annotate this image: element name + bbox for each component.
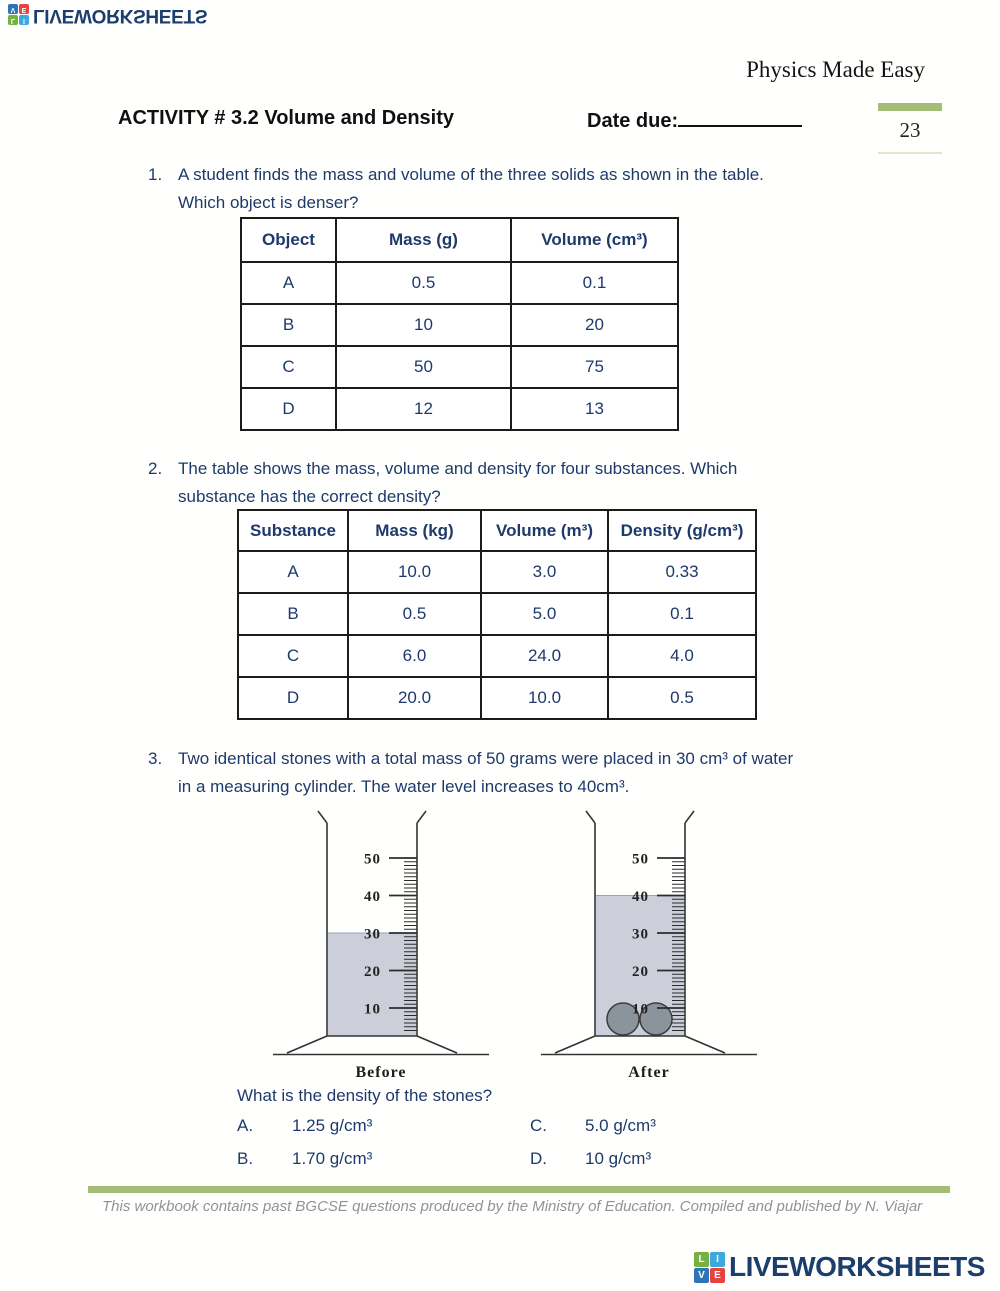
logo-square-I: I bbox=[710, 1252, 725, 1267]
water-fill bbox=[328, 933, 416, 1036]
table-cell: 20.0 bbox=[348, 677, 481, 719]
logo-square-V: V bbox=[8, 5, 18, 15]
option-value: 10 g/cm³ bbox=[585, 1149, 652, 1168]
scale-label: 10 bbox=[632, 1001, 649, 1018]
answer-option bbox=[530, 1145, 797, 1173]
table-header-row bbox=[238, 510, 756, 551]
question-number: 1. bbox=[148, 165, 163, 184]
measuring-cylinder-diagram bbox=[265, 803, 765, 1082]
table-row bbox=[241, 262, 678, 304]
option-value: 1.25 g/cm³ bbox=[292, 1116, 373, 1135]
date-due-text: Date due: bbox=[587, 110, 679, 132]
column-header: Density (g/cm³) bbox=[608, 510, 756, 551]
before-caption: Before bbox=[355, 1064, 407, 1081]
table-cell: D bbox=[241, 388, 336, 430]
table-row bbox=[241, 346, 678, 388]
table-cell: 50 bbox=[336, 346, 511, 388]
question-text bbox=[178, 161, 764, 217]
column-header: Volume (m³) bbox=[481, 510, 608, 551]
scale-label: 20 bbox=[364, 964, 381, 980]
table-cell: C bbox=[238, 635, 348, 677]
logo-square-E: E bbox=[19, 5, 29, 15]
footer-green-bar bbox=[88, 1186, 950, 1193]
table-cell: 0.5 bbox=[348, 593, 481, 635]
table-cell: 0.1 bbox=[608, 593, 756, 635]
after-caption: After bbox=[628, 1064, 670, 1081]
cylinder-outline bbox=[685, 1036, 725, 1053]
liveworksheets-logo-flipped[interactable] bbox=[8, 4, 207, 26]
cylinder-outline bbox=[417, 1036, 457, 1053]
answer-option bbox=[530, 1112, 797, 1140]
scale-label: 50 bbox=[632, 851, 649, 868]
table-cell: 0.33 bbox=[608, 551, 756, 593]
logo-squares bbox=[8, 5, 29, 26]
question-1 bbox=[148, 161, 764, 217]
thin-green-line bbox=[878, 152, 942, 154]
measuring-cylinder-after bbox=[533, 803, 765, 1061]
column-header: Volume (cm³) bbox=[511, 218, 678, 262]
option-letter: D. bbox=[530, 1149, 547, 1168]
scale-label: 20 bbox=[632, 964, 649, 980]
question-2 bbox=[148, 455, 737, 511]
column-header: Mass (g) bbox=[336, 218, 511, 262]
cylinder-outline bbox=[555, 1036, 595, 1053]
logo-square-E: E bbox=[710, 1268, 725, 1283]
table-cell: 6.0 bbox=[348, 635, 481, 677]
answer-option bbox=[237, 1145, 530, 1173]
scale-label: 40 bbox=[364, 889, 381, 905]
question-number: 2. bbox=[148, 459, 163, 478]
density-table bbox=[237, 509, 757, 720]
activity-title: ACTIVITY # 3.2 Volume and Density bbox=[118, 107, 455, 129]
table-header-row bbox=[241, 218, 678, 262]
option-letter: A. bbox=[237, 1116, 254, 1135]
scale-label: 50 bbox=[364, 851, 381, 868]
before-cylinder-block bbox=[265, 803, 497, 1082]
table-cell: 13 bbox=[511, 388, 678, 430]
table-row bbox=[241, 304, 678, 346]
table-row bbox=[241, 388, 678, 430]
column-header: Object bbox=[241, 218, 336, 262]
question-3 bbox=[148, 745, 793, 801]
cylinder-outline bbox=[586, 811, 595, 823]
logo-wordmark: LIVEWORKSHEETS bbox=[729, 1251, 985, 1282]
table-row bbox=[238, 551, 756, 593]
book-title: Physics Made Easy bbox=[746, 57, 925, 82]
table-row bbox=[238, 593, 756, 635]
question-line: The table shows the mass, volume and density for four substances. Which bbox=[178, 459, 738, 478]
table-cell: B bbox=[241, 304, 336, 346]
table-cell: 0.1 bbox=[511, 262, 678, 304]
logo-square-L: L bbox=[8, 16, 18, 26]
date-due-blank bbox=[678, 107, 802, 127]
question-number: 3. bbox=[148, 749, 163, 768]
table-cell: 0.5 bbox=[336, 262, 511, 304]
table-cell: C bbox=[241, 346, 336, 388]
footer-note: This workbook contains past BGCSE questions produced by the Ministry of Education. Compiled and published by N. Viajar bbox=[102, 1198, 923, 1215]
table-cell: 10.0 bbox=[481, 677, 608, 719]
cylinder-outline bbox=[318, 811, 327, 823]
cylinder-outline bbox=[287, 1036, 327, 1053]
logo-square-I: I bbox=[19, 16, 29, 26]
table-cell: D bbox=[238, 677, 348, 719]
measuring-cylinder-before bbox=[265, 803, 497, 1061]
after-cylinder-block bbox=[533, 803, 765, 1082]
column-header: Substance bbox=[238, 510, 348, 551]
table-cell: B bbox=[238, 593, 348, 635]
cylinder-outline bbox=[685, 811, 694, 823]
logo-square-V: V bbox=[694, 1268, 709, 1283]
table-row bbox=[238, 635, 756, 677]
question-3-prompt: What is the density of the stones? bbox=[237, 1086, 493, 1105]
table-cell: 20 bbox=[511, 304, 678, 346]
table-cell: 12 bbox=[336, 388, 511, 430]
liveworksheets-logo[interactable] bbox=[694, 1251, 985, 1283]
table-cell: 4.0 bbox=[608, 635, 756, 677]
logo-squares bbox=[694, 1252, 725, 1283]
option-value: 1.70 g/cm³ bbox=[292, 1149, 373, 1168]
scale-label: 10 bbox=[364, 1001, 381, 1018]
table-cell: 24.0 bbox=[481, 635, 608, 677]
table-row bbox=[238, 677, 756, 719]
table-cell: 10.0 bbox=[348, 551, 481, 593]
question-line: A student finds the mass and volume of the three solids as shown in the table. bbox=[178, 165, 764, 184]
question-text bbox=[178, 745, 793, 801]
page-number-block bbox=[878, 103, 942, 154]
question-line: substance has the correct density? bbox=[178, 487, 441, 506]
scale-label: 30 bbox=[632, 926, 649, 943]
mass-volume-table bbox=[240, 217, 679, 431]
question-text bbox=[178, 455, 737, 511]
table-cell: 10 bbox=[336, 304, 511, 346]
question-line: Which object is denser? bbox=[178, 193, 359, 212]
table-cell: A bbox=[238, 551, 348, 593]
scale-label: 40 bbox=[632, 889, 649, 905]
green-bar bbox=[878, 103, 942, 111]
table-cell: 0.5 bbox=[608, 677, 756, 719]
scale-label: 30 bbox=[364, 926, 381, 943]
date-due-label bbox=[587, 107, 802, 133]
answer-options bbox=[237, 1112, 797, 1173]
answer-option bbox=[237, 1112, 530, 1140]
table-cell: 3.0 bbox=[481, 551, 608, 593]
logo-wordmark: LIVEWORKSHEETS bbox=[33, 5, 208, 26]
question-line: in a measuring cylinder. The water level increases to 40cm³. bbox=[178, 777, 630, 796]
option-letter: C. bbox=[530, 1116, 547, 1135]
option-value: 5.0 g/cm³ bbox=[585, 1116, 656, 1135]
cylinder-outline bbox=[417, 811, 426, 823]
table-cell: A bbox=[241, 262, 336, 304]
column-header: Mass (kg) bbox=[348, 510, 481, 551]
table-cell: 75 bbox=[511, 346, 678, 388]
page-number: 23 bbox=[899, 118, 921, 142]
question-line: Two identical stones with a total mass of 50 grams were placed in 30 cm³ of water bbox=[178, 749, 794, 768]
option-letter: B. bbox=[237, 1149, 254, 1168]
table-cell: 5.0 bbox=[481, 593, 608, 635]
logo-square-L: L bbox=[694, 1252, 709, 1267]
